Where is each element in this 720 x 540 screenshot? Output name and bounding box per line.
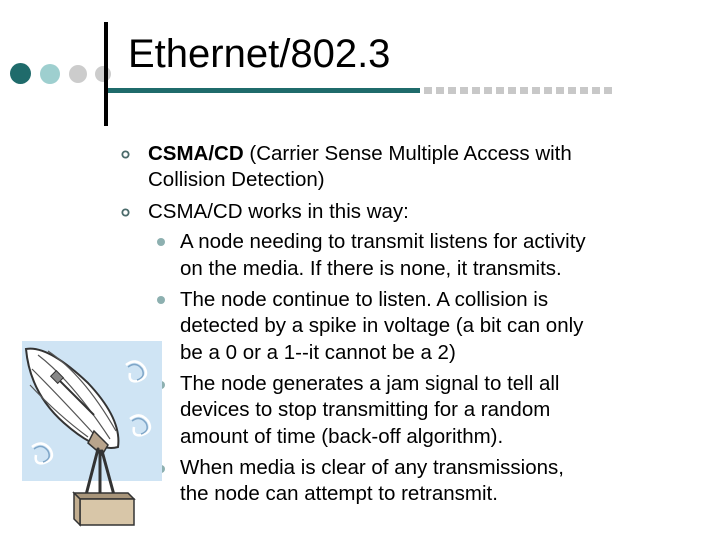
sub-4-line-1: When media is clear of any transmissions, — [180, 456, 564, 479]
satellite-dish-icon — [18, 335, 166, 530]
sub-3-line-1: The node generates a jam signal to tell all — [180, 372, 560, 395]
sub-3-line-3: amount of time (back-off algorithm). — [180, 425, 504, 448]
sub-4-line-2: the node can attempt to retransmit. — [180, 482, 498, 505]
bullet-1-line-1 — [148, 141, 572, 167]
sub-2-line-3: be a 0 or a 1--it cannot be a 2) — [180, 341, 456, 364]
sub-1-line-2: on the media. If there is none, it transmits. — [180, 257, 562, 280]
sub-2-line-1: The node continue to listen. A collision is — [180, 288, 549, 311]
sub-3-line-2: devices to stop transmitting for a random — [180, 398, 551, 421]
bullet-1-line-2: Collision Detection) — [148, 168, 325, 191]
bullet-1-text: (Carrier Sense Multiple Access with — [243, 142, 572, 165]
slide-title: Ethernet/802.3 — [128, 32, 391, 76]
dot-bullet-icon — [157, 238, 165, 246]
bullet-1-term: CSMA/CD — [148, 142, 244, 165]
bullet-2-line-1: CSMA/CD works in this way: — [148, 200, 409, 223]
ring-bullet-icon — [121, 208, 130, 217]
sub-2-line-2: detected by a spike in voltage (a bit can only — [180, 314, 584, 337]
dot-bullet-icon — [157, 296, 165, 304]
sub-1-line-1: A node needing to transmit listens for activity — [180, 230, 586, 253]
ring-bullet-icon — [121, 150, 130, 159]
